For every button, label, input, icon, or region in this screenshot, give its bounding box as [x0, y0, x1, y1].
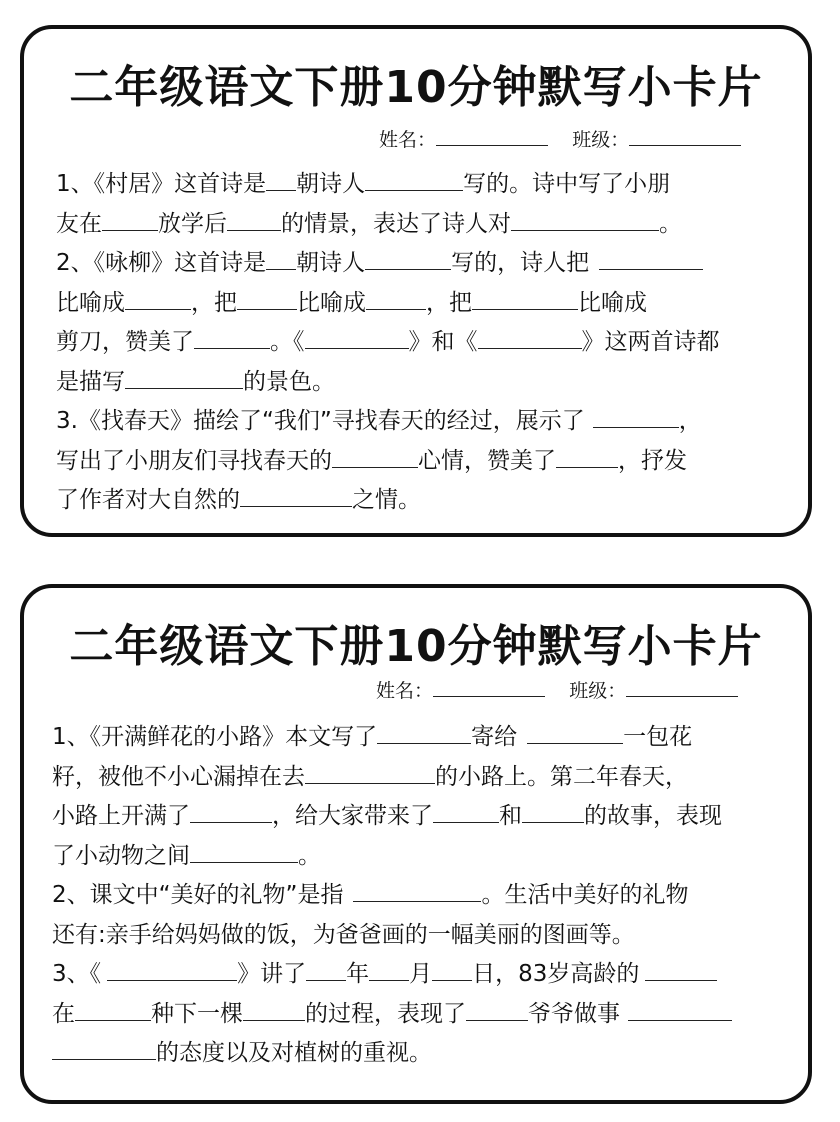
text-segment: ，给大家带来了 [272, 803, 433, 829]
fill-blank[interactable] [52, 1035, 156, 1060]
text-line [56, 165, 720, 205]
text-line [56, 402, 720, 442]
fill-blank[interactable] [107, 956, 237, 981]
text-segment: 是描写 [56, 368, 125, 395]
fill-blank[interactable] [599, 245, 703, 270]
text-line [52, 718, 732, 758]
fill-blank[interactable] [240, 482, 352, 507]
text-segment: 朝诗人 [296, 250, 366, 276]
fill-blank[interactable] [125, 363, 243, 388]
card-title: 二年级语文下册10分钟默写小卡片 [69, 621, 763, 672]
text-segment: 的态度以及对植树的重视。 [156, 1040, 432, 1066]
text-segment: 的小路上。第二年春天， [435, 763, 688, 790]
text-segment: 爷爷做事 [528, 1000, 620, 1027]
text-segment: 比喻成 [297, 289, 366, 316]
fill-blank[interactable] [645, 956, 717, 981]
text-segment: 的情景，表达了诗人对 [281, 210, 511, 237]
fill-blank[interactable] [125, 284, 191, 309]
text-line [56, 205, 720, 245]
text-segment: 比喻成 [56, 289, 125, 316]
text-segment: 友在 [56, 210, 102, 237]
fill-blank[interactable] [365, 245, 451, 270]
question-text [56, 165, 720, 521]
text-line [56, 442, 720, 482]
fill-blank[interactable] [556, 442, 618, 467]
fill-blank[interactable] [377, 719, 471, 744]
text-line [52, 797, 732, 837]
text-segment: ，把 [426, 289, 472, 316]
fill-blank[interactable] [102, 205, 158, 230]
card-title: 二年级语文下册10分钟默写小卡片 [69, 62, 763, 113]
text-segment: 小路上开满了 [52, 803, 190, 829]
fill-blank[interactable] [353, 877, 481, 902]
fill-blank[interactable] [527, 719, 623, 744]
dictation-card-2 [20, 584, 812, 1104]
fill-blank[interactable] [190, 798, 272, 823]
text-segment: 在 [52, 1000, 75, 1027]
text-line [56, 481, 720, 521]
text-segment: 种下一棵 [151, 1000, 243, 1027]
fill-blank[interactable] [369, 956, 409, 981]
fill-blank[interactable] [237, 284, 297, 309]
fill-blank[interactable] [190, 837, 298, 862]
text-segment: 写的。诗中写了小朋 [463, 171, 671, 197]
text-line [56, 244, 720, 284]
text-line [56, 284, 720, 324]
name-label: 姓名： [379, 129, 437, 151]
text-segment: 》这两首诗都 [581, 329, 720, 355]
name-field[interactable] [433, 676, 545, 697]
text-segment: 和 [499, 803, 522, 829]
fill-blank[interactable] [472, 284, 578, 309]
class-label: 班级： [569, 680, 627, 702]
text-segment: 1、《开满鲜花的小路》本文写了 [52, 724, 378, 750]
text-line [56, 363, 720, 403]
text-segment: 。生活中美好的礼物 [481, 882, 689, 908]
text-line [56, 323, 720, 363]
text-line [52, 1034, 732, 1074]
text-segment: 之情。 [352, 487, 421, 513]
text-segment: 2、课文中“美好的礼物”是指 [52, 882, 344, 908]
text-segment: 》讲了 [237, 961, 307, 987]
text-segment: 剪刀，赞美了 [56, 329, 194, 355]
fill-blank[interactable] [306, 956, 346, 981]
text-segment: 。 [298, 842, 321, 869]
fill-blank[interactable] [466, 995, 528, 1020]
text-segment: 了作者对大自然的 [56, 487, 240, 513]
text-segment: 放学后 [158, 210, 227, 237]
text-segment: 1、《村居》这首诗是 [56, 171, 267, 197]
text-segment: 日，83岁高龄的 [472, 961, 640, 987]
text-segment: 。《 [270, 329, 305, 355]
fill-blank[interactable] [366, 284, 426, 309]
fill-blank[interactable] [75, 995, 151, 1020]
name-label: 姓名： [376, 680, 434, 702]
text-segment: 比喻成 [578, 289, 647, 316]
fill-blank[interactable] [332, 442, 418, 467]
text-segment: 的景色。 [243, 368, 335, 395]
text-line [52, 916, 732, 956]
text-line [52, 955, 732, 995]
text-segment: 心情，赞美了 [418, 447, 556, 474]
text-segment: 3.《找春天》描绘了“我们”寻找春天的经过，展示了 [56, 408, 585, 434]
fill-blank[interactable] [194, 324, 270, 349]
text-segment: ，抒发 [618, 447, 687, 474]
question-text [52, 718, 732, 1074]
fill-blank[interactable] [243, 995, 305, 1020]
text-segment: 2、《咏柳》这首诗是 [56, 250, 267, 276]
text-segment: 还有:亲手给妈妈做的饭，为爸爸画的一幅美丽的图画等。 [52, 921, 635, 948]
fill-blank[interactable] [433, 798, 499, 823]
text-segment: 》和《 [408, 329, 478, 355]
fill-blank[interactable] [305, 324, 409, 349]
text-line [52, 995, 732, 1035]
text-segment: 月 [409, 961, 433, 987]
name-field[interactable] [436, 125, 548, 146]
text-segment: 一包花 [623, 724, 693, 750]
text-segment: 的故事，表现 [584, 803, 722, 829]
text-line [52, 837, 732, 877]
class-field[interactable] [629, 125, 741, 146]
text-segment: ，把 [191, 289, 237, 316]
text-line [52, 758, 732, 798]
fill-blank[interactable] [522, 798, 584, 823]
text-segment: 的过程，表现了 [305, 1000, 466, 1027]
text-segment: 年 [346, 961, 370, 987]
fill-blank[interactable] [628, 995, 732, 1020]
text-segment: 3、《 [52, 961, 102, 987]
fill-blank[interactable] [432, 956, 472, 981]
fill-blank[interactable] [478, 324, 582, 349]
fill-blank[interactable] [593, 403, 679, 428]
dictation-card-1 [20, 25, 812, 537]
text-segment: 了小动物之间 [52, 842, 190, 869]
text-segment: 寄给 [471, 724, 518, 750]
fill-blank[interactable] [227, 205, 281, 230]
fill-blank[interactable] [266, 166, 296, 191]
fill-blank[interactable] [511, 205, 659, 230]
text-segment: 籽，被他不小心漏掉在去 [52, 763, 305, 790]
class-field[interactable] [626, 676, 738, 697]
text-segment: 。 [659, 210, 682, 237]
text-segment: 写的，诗人把 [451, 250, 590, 276]
class-label: 班级： [572, 129, 630, 151]
name-class-row [376, 676, 738, 703]
text-segment: ， [678, 408, 702, 434]
fill-blank[interactable] [365, 166, 463, 191]
text-segment: 写出了小朋友们寻找春天的 [56, 447, 332, 474]
text-segment: 朝诗人 [296, 171, 366, 197]
fill-blank[interactable] [266, 245, 296, 270]
text-line [52, 876, 732, 916]
fill-blank[interactable] [305, 758, 435, 783]
name-class-row [379, 125, 741, 152]
